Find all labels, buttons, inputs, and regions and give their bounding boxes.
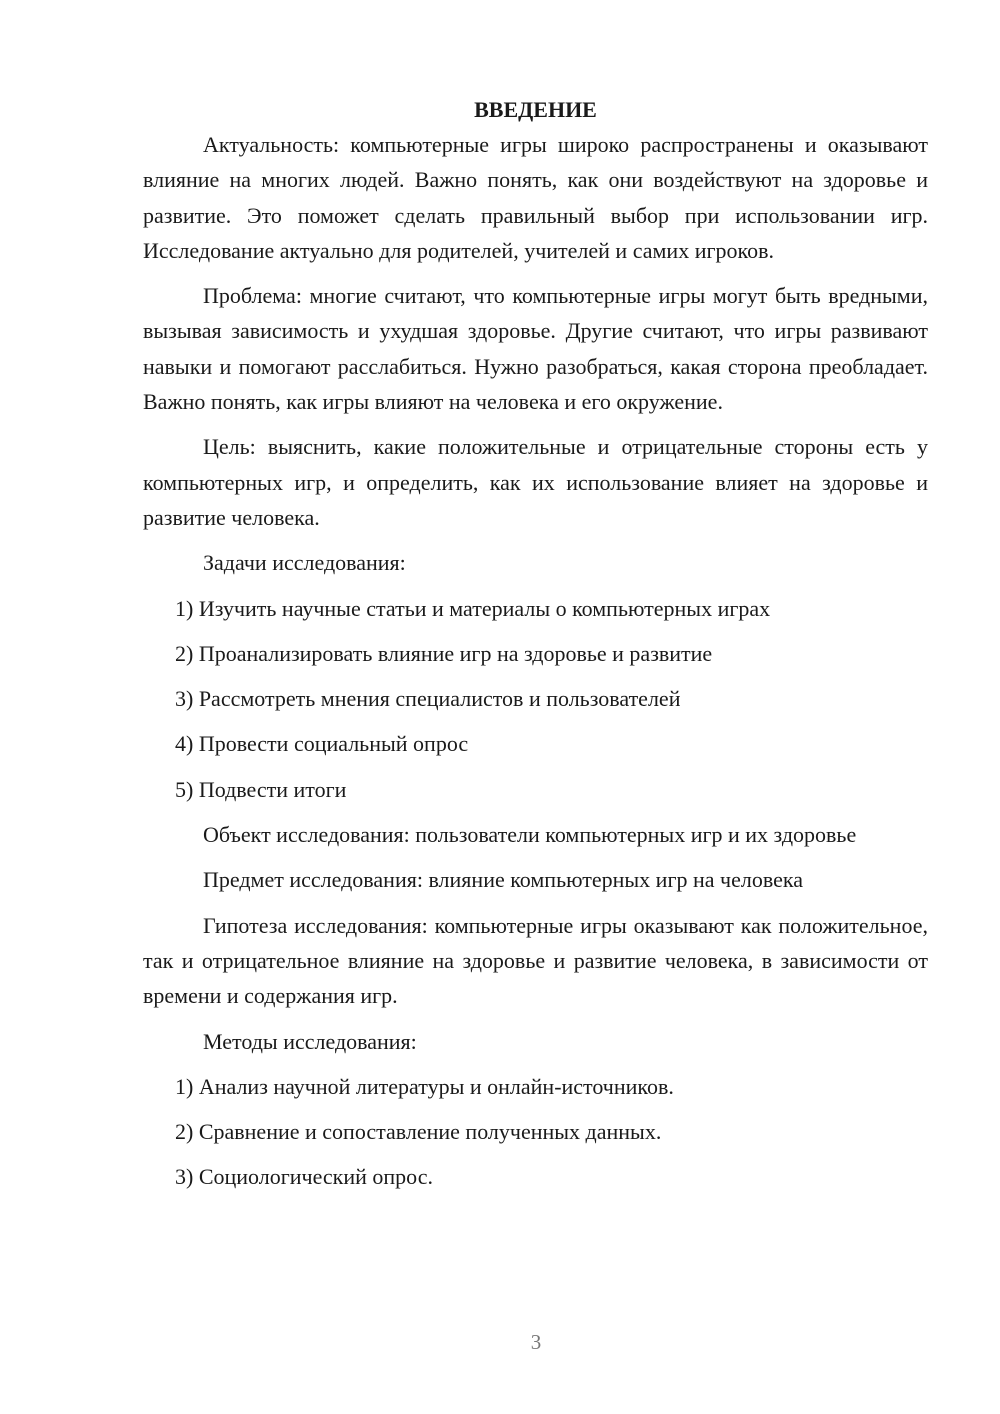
hypothesis-paragraph: Гипотеза исследования: компьютерные игры оказывают как положительное, так и отрицательное влияние на здоровье и развитие человека, в зависимости от времени и содержания игр. (143, 912, 928, 1009)
document-page (143, 92, 928, 1205)
methods-heading: Методы исследования: (203, 1028, 417, 1054)
task-item: 2) Проанализировать влияние игр на здоровье и развитие (175, 640, 713, 666)
tasks-heading: Задачи исследования: (203, 550, 406, 576)
page-number: 3 (530, 1330, 542, 1354)
section-title: ВВЕДЕНИЕ (474, 97, 597, 122)
task-item: 5) Подвести итоги (175, 776, 347, 802)
relevance-paragraph: Актуальность: компьютерные игры широко распространены и оказывают влияние на многих людей. Важно понять, как они воздействуют на здоровье и развитие. Это поможет сделать правильный выбор при использовании игр. Исследование актуально для родителей, учителей и самих игроков. (143, 132, 928, 263)
problem-paragraph: Проблема: многие считают, что компьютерные игры могут быть вредными, вызывая зависимость и ухудшая здоровье. Другие считают, что игры развивают навыки и помогают расслабиться. Нужно разобраться, какая сторона преобладает. Важно понять, как игры влияют на человека и его окружение. (143, 283, 928, 415)
subject-paragraph: Предмет исследования: влияние компьютерных игр на человека (203, 867, 803, 893)
goal-paragraph: Цель: выяснить, какие положительные и отрицательные стороны есть у компьютерных игр, и определить, как их использование влияет на здоровье и развитие человека. (143, 434, 928, 530)
task-item: 3) Рассмотреть мнения специалистов и пользователей (175, 686, 681, 712)
task-item: 1) Изучить научные статьи и материалы о компьютерных играх (175, 595, 771, 621)
task-item: 4) Провести социальный опрос (175, 731, 469, 757)
method-item: 2) Сравнение и сопоставление полученных данных. (175, 1119, 662, 1145)
object-paragraph: Объект исследования: пользователи компьютерных игр и их здоровье (203, 822, 857, 848)
method-item: 1) Анализ научной литературы и онлайн-источников. (175, 1073, 674, 1099)
method-item: 3) Социологический опрос. (175, 1164, 433, 1190)
